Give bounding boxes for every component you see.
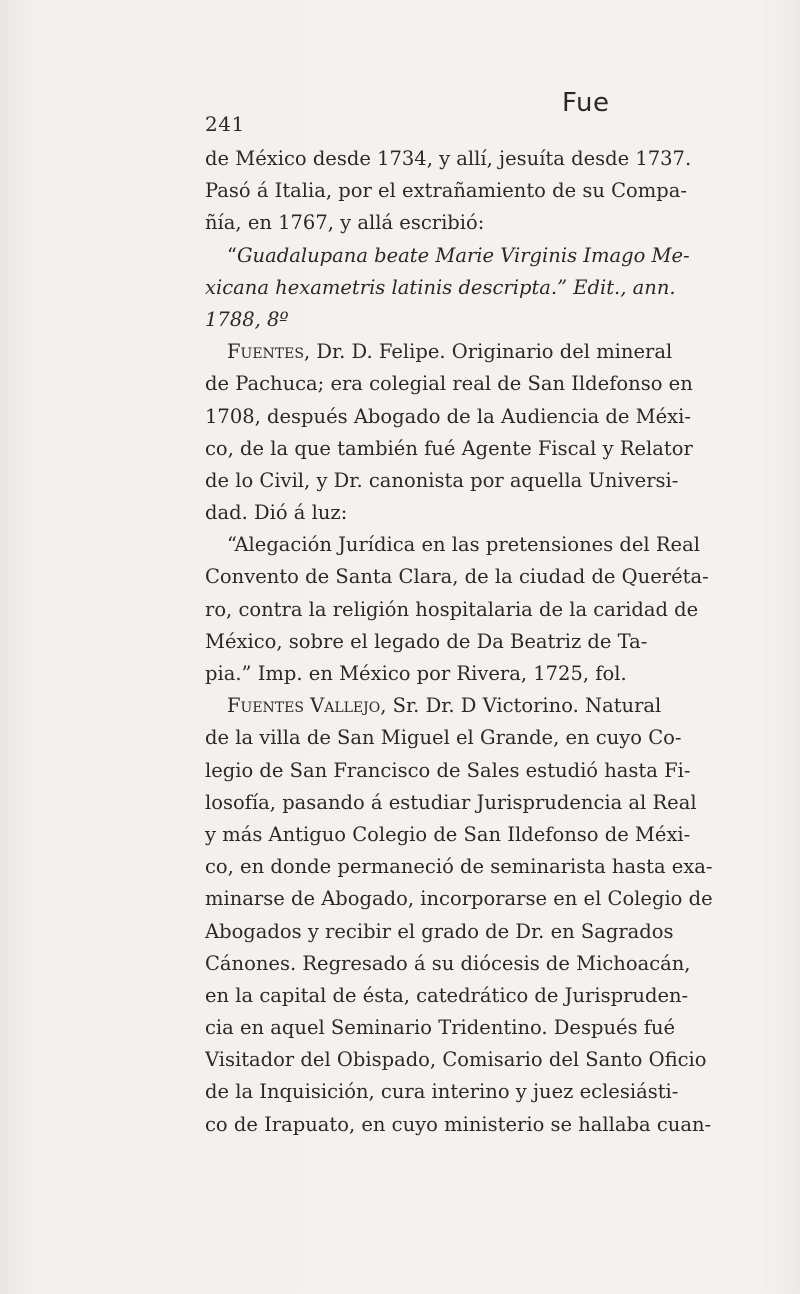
text-line bbox=[205, 368, 747, 400]
italic-title: 1788, 8º bbox=[205, 307, 289, 331]
text-line bbox=[205, 690, 747, 722]
text-line bbox=[205, 787, 747, 819]
text-segment: Cánones. Regresado á su diócesis de Michoacán, bbox=[205, 951, 691, 975]
text-segment: , Sr. Dr. D Victorino. Natural bbox=[380, 694, 662, 718]
text-segment: co de Irapuato, en cuyo ministerio se hallaba cuan- bbox=[205, 1112, 712, 1136]
text-line bbox=[205, 433, 747, 465]
text-line bbox=[205, 626, 747, 658]
text-segment: ñía, en 1767, y allá escribió: bbox=[205, 211, 485, 235]
text-line bbox=[205, 465, 747, 497]
text-line bbox=[205, 851, 747, 883]
text-line bbox=[205, 272, 747, 304]
text-line bbox=[205, 401, 747, 433]
text-line bbox=[205, 658, 747, 690]
text-segment: de Pachuca; era colegial real de San Ildefonso en bbox=[205, 372, 693, 396]
italic-title: Guadalupana beate Marie Virginis Imago Me- bbox=[236, 243, 690, 267]
entry-heading: Fuentes bbox=[227, 340, 304, 364]
text-line bbox=[205, 336, 747, 368]
text-segment: Visitador del Obispado, Comisario del Santo Oficio bbox=[205, 1048, 707, 1072]
text-line bbox=[205, 304, 747, 336]
text-line bbox=[205, 722, 747, 754]
text-line bbox=[205, 1012, 747, 1044]
page-number: 241 bbox=[205, 112, 245, 136]
text-segment: México, sobre el legado de Da Beatriz de Ta- bbox=[205, 629, 648, 653]
text-line bbox=[205, 1076, 747, 1108]
text-line bbox=[205, 529, 747, 561]
text-segment: “ bbox=[227, 243, 237, 267]
text-line bbox=[205, 980, 747, 1012]
text-segment: Convento de Santa Clara, de la ciudad de Queréta- bbox=[205, 565, 709, 589]
text-line bbox=[205, 175, 747, 207]
text-line bbox=[205, 916, 747, 948]
text-segment: 1708, después Abogado de la Audiencia de Méxi- bbox=[205, 404, 691, 428]
text-segment: Pasó á Italia, por el extrañamiento de su Compa- bbox=[205, 179, 687, 203]
text-segment: de México desde 1734, y allí, jesuíta desde 1737. bbox=[205, 147, 692, 170]
text-line bbox=[205, 1109, 747, 1141]
text-segment: “Alegación Jurídica en las pretensiones del Real bbox=[227, 533, 700, 557]
text-segment: legio de San Francisco de Sales estudió hasta Fi- bbox=[205, 758, 691, 782]
text-line bbox=[205, 561, 747, 593]
text-segment: cia en aquel Seminario Tridentino. Después fué bbox=[205, 1016, 676, 1040]
text-segment: de la villa de San Miguel el Grande, en cuyo Co- bbox=[205, 726, 682, 750]
text-segment: co, en donde permaneció de seminarista hasta exa- bbox=[205, 855, 713, 879]
text-segment: en la capital de ésta, catedrático de Jurispruden- bbox=[205, 983, 689, 1007]
text-segment: y más Antiguo Colegio de San Ildefonso de Méxi- bbox=[205, 822, 691, 846]
running-head: Fue bbox=[562, 88, 610, 118]
text-segment: pia.” Imp. en México por Rivera, 1725, fol. bbox=[205, 662, 627, 685]
text-segment: Abogados y recibir el grado de Dr. en Sagrados bbox=[205, 919, 674, 943]
entry-heading: Fuentes Vallejo bbox=[227, 694, 381, 718]
body-text bbox=[205, 143, 747, 1141]
text-line bbox=[205, 1044, 747, 1076]
text-segment: minarse de Abogado, incorporarse en el Colegio de bbox=[205, 887, 713, 911]
text-segment: dad. Dió á luz: bbox=[205, 501, 348, 525]
text-segment: de lo Civil, y Dr. canonista por aquella Universi- bbox=[205, 468, 679, 492]
text-line bbox=[205, 819, 747, 851]
text-line bbox=[205, 883, 747, 915]
text-line bbox=[205, 948, 747, 980]
text-segment: losofía, pasando á estudiar Jurisprudencia al Real bbox=[205, 790, 697, 814]
text-line bbox=[205, 207, 747, 239]
text-line bbox=[205, 143, 747, 175]
text-line bbox=[205, 240, 747, 272]
text-line bbox=[205, 497, 747, 529]
text-line bbox=[205, 594, 747, 626]
text-line bbox=[205, 755, 747, 787]
text-segment: de la Inquisición, cura interino y juez eclesiásti- bbox=[205, 1080, 679, 1104]
italic-title: xicana hexametris latinis descripta.” Edit., ann. bbox=[205, 275, 676, 299]
text-segment: ro, contra la religión hospitalaria de la caridad de bbox=[205, 597, 699, 621]
text-segment: co, de la que también fué Agente Fiscal y Relator bbox=[205, 436, 693, 460]
text-segment: , Dr. D. Felipe. Originario del mineral bbox=[303, 340, 673, 364]
